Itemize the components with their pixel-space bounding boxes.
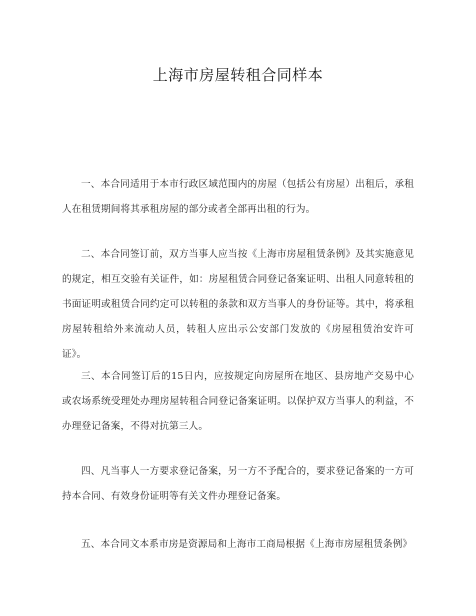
paragraph-clause-1: 一、本合同适用于本市行政区域范围内的房屋（包括公有房屋）出租后，承租人在租赁期间将其承租房屋的部分或者全部再出租的行为。 <box>62 179 414 215</box>
paragraph-clause-2: 二、本合同签订前，双方当事人应当按《上海市房屋租赁条例》及其实施意见的规定，相互交验有关证件，如：房屋租赁合同登记备案证明、出租人同意转租的书面证明或租赁合同约定可以转租的条款和双方当事人的身份证等。其中，将承租房屋转租给外来流动人员，转租人应出示公安部门发放的《房屋租赁治安许可证》。 <box>62 249 414 360</box>
paragraph-clause-5: 五、本合同文本系市房是资源局和上海市工商局根据《上海市房屋租赁条例》 <box>81 539 413 550</box>
paragraph-clause-3: 三、本合同签订后的15日内，应按规定向房屋所在地区、县房地产交易中心或农场系统受理处办理房屋转租合同登记备案证明。以保护双方当事人的利益，不办理登记备案，不得对抗第三人。 <box>62 371 414 432</box>
document-title: 上海市房屋转租合同样本 <box>152 66 324 84</box>
paragraph-clause-4: 四、凡当事人一方要求登记备案，另一方不予配合的，要求登记备案的一方可持本合同、有效身份证明等有关文件办理登记备案。 <box>62 466 414 502</box>
